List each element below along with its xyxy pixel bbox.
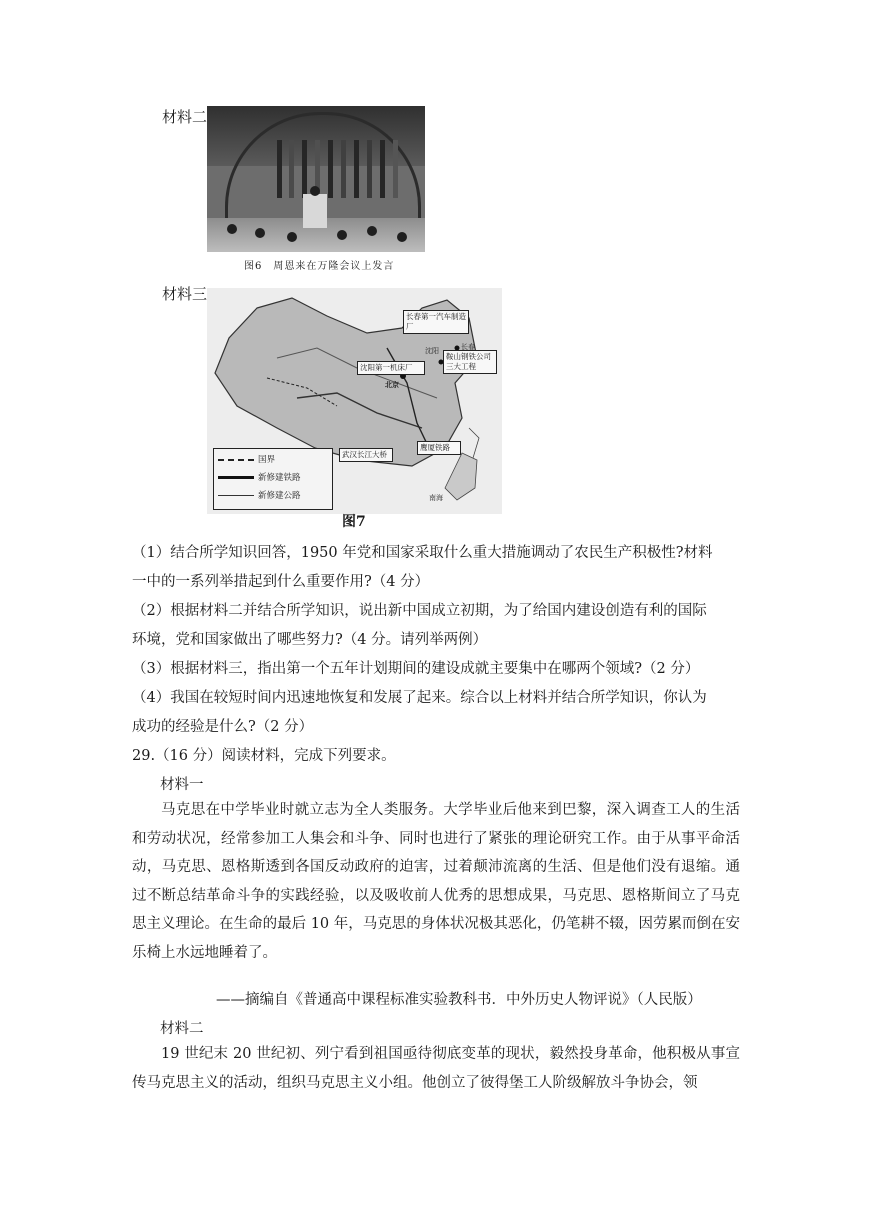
figure-6-photo (207, 106, 425, 252)
figure-6-caption: 图6 周恩来在万隆会议上发言 (244, 261, 395, 272)
material-2-label: 材料二 (162, 108, 208, 126)
question-29-header: 29.（16 分）阅读材料，完成下列要求。 (132, 748, 396, 764)
material-3-label: 材料三 (162, 285, 208, 303)
q29-material-2-text: 19 世纪末 20 世纪初、列宁看到祖国亟待彻底变革的现状，毅然投身革命，他积极从事宣传马克思主义的活动，组织马克思主义小组。他创立了彼得堡工人阶级解放斗争协会，领 (132, 1046, 740, 1091)
figure-7-caption: 图7 (342, 514, 366, 530)
map-label-changchun-factory: 长春第一汽车制造厂 (403, 310, 469, 334)
question-1-line-1: （1）结合所学知识回答，1950 年党和国家采取什么重大措施调动了农民生产积极性?材料 (132, 545, 713, 561)
legend-road: 新修建公路 (258, 491, 301, 501)
question-2-line-1: （2）根据材料二并结合所学知识，说出新中国成立初期，为了给国内建设创造有利的国际 (132, 603, 707, 619)
question-3-line-1: （3）根据材料三，指出第一个五年计划期间的建设成就主要集中在哪两个领域?（2 分） (132, 661, 700, 677)
map-label-shenyang: 沈阳 (425, 347, 439, 355)
map-legend (213, 448, 333, 510)
map-label-changchun: 长春 (461, 343, 475, 351)
q29-source: ——摘编自《普通高中课程标准实验教科书．中外历史人物评说》（人民版） (216, 992, 702, 1008)
question-2-line-2: 环境，党和国家做出了哪些努力?（4 分。请列举两例） (132, 632, 488, 648)
q29-material-2-label: 材料二 (160, 1021, 204, 1037)
question-1-line-2: 一中的一系列举措起到什么重要作用?（4 分） (132, 574, 430, 590)
map-label-shenyang-machine: 沈阳第一机床厂 (357, 361, 425, 375)
legend-border: 国界 (258, 455, 276, 465)
figure-7-map (207, 288, 502, 514)
question-4-line-1: （4）我国在较短时间内迅速地恢复和发展了起来。综合以上材料并结合所学知识，你认为 (132, 690, 707, 706)
map-label-beijing: 北京 (385, 381, 399, 389)
map-label-wuhan-bridge: 武汉长江大桥 (339, 448, 393, 462)
q29-material-1-label: 材料一 (160, 777, 204, 793)
legend-rail: 新修建铁路 (258, 473, 301, 483)
map-label-yingxia-railway: 鹰厦铁路 (417, 441, 461, 455)
question-4-line-2: 成功的经验是什么?（2 分） (132, 719, 314, 735)
map-label-anshan-steel: 鞍山钢铁公司三大工程 (443, 350, 497, 374)
map-label-south-sea: 南海 (429, 494, 443, 502)
q29-material-1-text: 马克思在中学毕业时就立志为全人类服务。大学毕业后他来到巴黎，深入调查工人的生活和劳动状况，经常参加工人集会和斗争、同时也进行了紧张的理论研究工作。由于从事平命活动，马克思、恩格斯透到各国反动政府的迫害，过着颠沛流离的生活、但是他们没有退缩。通过不断总结革命斗争的实践经验，以及吸收前人优秀的思想成果，马克思、恩格斯间立了马克思主义理论。在生命的最后 10 年，马克思的身体状况极其恶化，仍笔耕不辍，因劳累而倒在安乐椅上水远地睡着了。 (132, 802, 740, 961)
